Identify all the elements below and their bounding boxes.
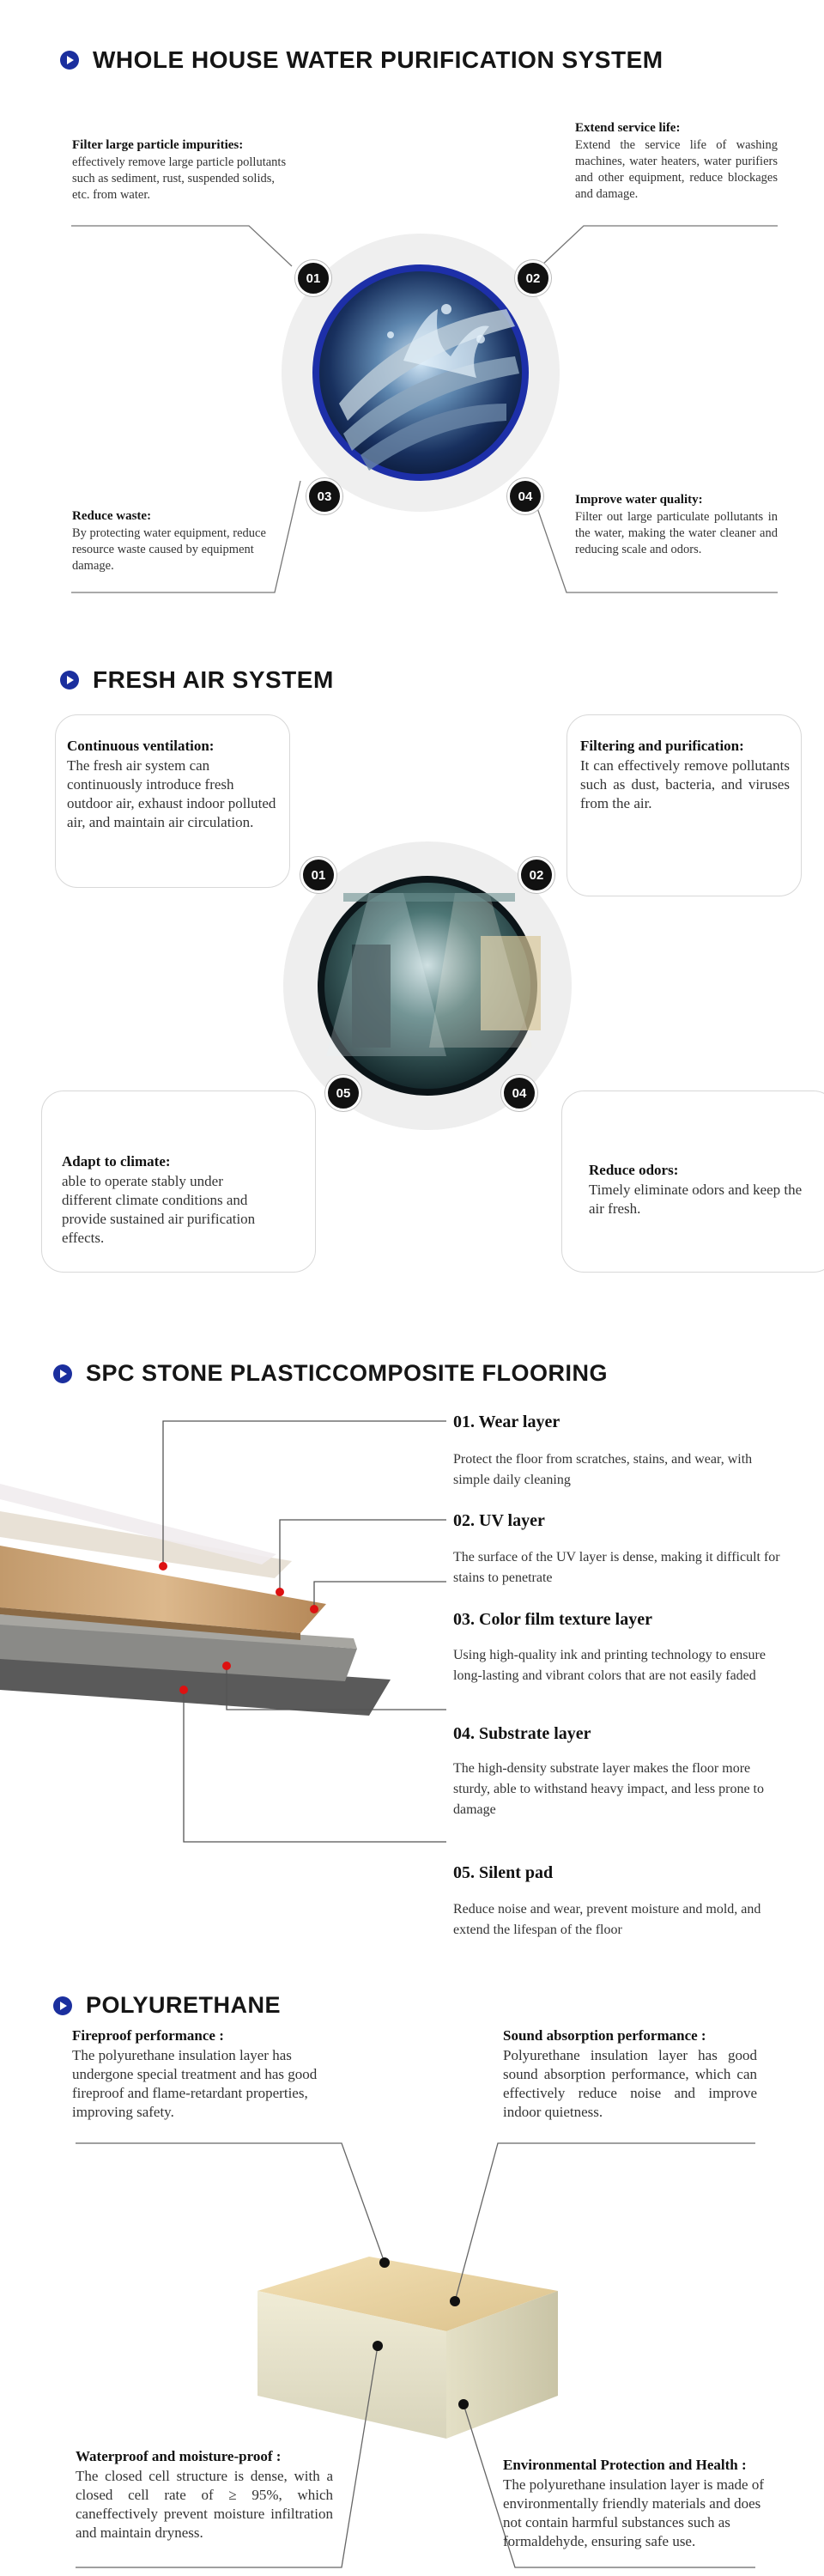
air-badge-02: 02: [518, 857, 554, 893]
pu-item-01-text: The polyurethane insulation layer has undergone special treatment and has good fireproof and flame-retardant properties, improving safety.: [72, 2047, 318, 2120]
air-badge-05: 05: [325, 1075, 361, 1111]
pu-item-01-title: Fireproof performance :: [72, 2027, 224, 2044]
pu-title-text: POLYURETHANE: [86, 1992, 282, 2018]
spc-layer-02-text: The surface of the UV layer is dense, making it difficult for stains to penetrate: [453, 1550, 780, 1585]
air-item-04-text: Timely eliminate odors and keep the air fresh.: [589, 1182, 803, 1217]
water-item-03-title: Reduce waste:: [72, 509, 152, 523]
air-badge-01: 01: [300, 857, 336, 893]
pu-leader-02: [455, 2143, 755, 2301]
air-badge-04: 04: [501, 1075, 537, 1111]
water-item-01-text: effectively remove large particle pollutants such as sediment, rust, suspended solids, etc. from water.: [72, 155, 287, 202]
water-item-03-text: By protecting water equipment, reduce resource waste caused by equipment damage.: [72, 526, 266, 573]
pu-leader-01: [76, 2143, 385, 2263]
pu-item-03-text: The closed cell structure is dense, with a closed cell rate of ≥ 95%, which caneffectively prevent moisture infiltration and maintain dryness.: [76, 2468, 333, 2541]
water-item-04-title: Improve water quality:: [575, 493, 703, 507]
spc-layer-01-title: 01. Wear layer: [453, 1413, 560, 1431]
air-item-05-title: Adapt to climate:: [62, 1153, 171, 1170]
spc-layer-05-text: Reduce noise and wear, prevent moisture and mold, and extend the lifespan of the floor: [453, 1902, 761, 1937]
air-item-02-title: Filtering and purification:: [580, 738, 744, 754]
air-title-text: FRESH AIR SYSTEM: [93, 666, 334, 693]
air-item-04-title: Reduce odors:: [589, 1162, 679, 1178]
pu-item-02-text: Polyurethane insulation layer has good sound absorption performance, which can effectively reduce noise and improve indoor quietness.: [503, 2047, 757, 2120]
spc-layer-04-text: The high-density substrate layer makes the floor more sturdy, able to withstand heavy impact, and less prone to damage: [453, 1761, 764, 1817]
water-item-02-text: Extend the service life of washing machines, water heaters, water purifiers and other equipment, reduce blockages and damage.: [575, 138, 778, 201]
pu-marker-04: [458, 2399, 469, 2409]
water-item-01-title: Filter large particle impurities:: [72, 138, 244, 152]
water-badge-04: 04: [507, 478, 543, 514]
spc-layer-04-title: 04. Substrate layer: [453, 1724, 591, 1743]
pu-item-04-text: The polyurethane insulation layer is made of environmentally friendly materials and does not contain harmful substances such as formaldehyde, ensuring safe use.: [503, 2476, 765, 2549]
spc-layer-05-title: 05. Silent pad: [453, 1863, 554, 1882]
air-item-01-title: Continuous ventilation:: [67, 738, 215, 754]
pu-marker-01: [379, 2257, 390, 2268]
spc-layer-03-title: 03. Color film texture layer: [453, 1610, 652, 1629]
pu-marker-02: [450, 2296, 460, 2306]
pu-item-01: [72, 2026, 355, 2122]
water-item-04-text: Filter out large particulate pollutants in the water, making the water cleaner and reducing scale and odors.: [575, 510, 778, 556]
water-badge-03: 03: [306, 478, 342, 514]
water-title-text: WHOLE HOUSE WATER PURIFICATION SYSTEM: [93, 46, 663, 73]
water-badge-01: 01: [295, 260, 331, 296]
air-item-05-text: able to operate stably under different climate conditions and provide sustained air purification effects.: [62, 1173, 256, 1246]
spc-title-text: SPC STONE PLASTICCOMPOSITE FLOORING: [86, 1360, 609, 1386]
air-item-02-text: It can effectively remove pollutants such as dust, bacteria, and viruses from the air.: [580, 757, 790, 811]
pu-item-04: [503, 2456, 781, 2551]
pu-marker-03: [373, 2341, 383, 2351]
water-item-02-title: Extend service life:: [575, 121, 681, 135]
pu-item-02-title: Sound absorption performance :: [503, 2027, 706, 2044]
water-badge-02: 02: [515, 260, 551, 296]
pu-item-03-title: Waterproof and moisture-proof :: [76, 2448, 282, 2464]
air-item-01-text: The fresh air system can continuously introduce fresh outdoor air, exhaust indoor polluted air, and maintain air circulation.: [67, 757, 276, 830]
pu-item-04-title: Environmental Protection and Health :: [503, 2457, 747, 2473]
spc-layer-01-text: Protect the floor from scratches, stains, and wear, with simple daily cleaning: [453, 1452, 753, 1487]
spc-layer-02-title: 02. UV layer: [453, 1511, 545, 1530]
pu-item-02: [503, 2026, 757, 2122]
pu-item-03: [76, 2447, 333, 2543]
spc-layer-03-text: Using high-quality ink and printing technology to ensure long-lasting and vibrant colors that are not easily faded: [453, 1648, 766, 1683]
